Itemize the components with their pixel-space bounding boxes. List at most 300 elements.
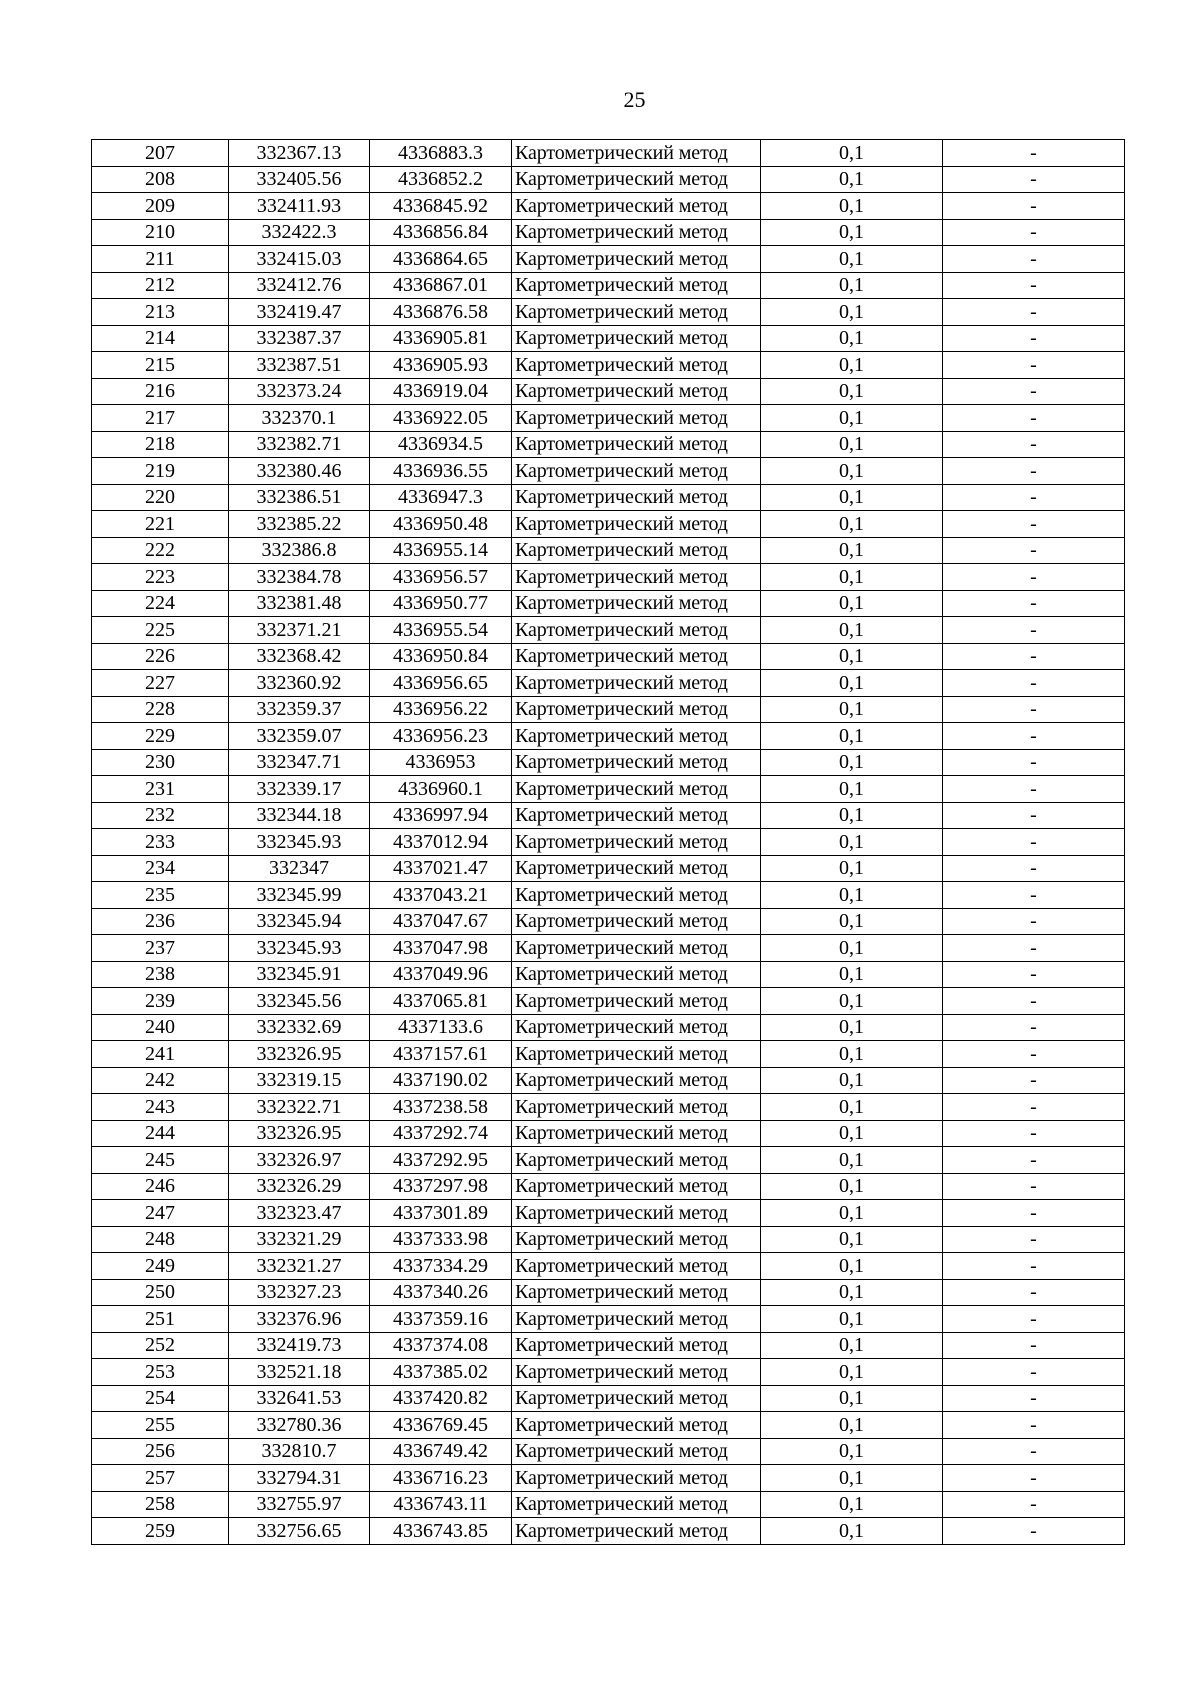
method-cell: Картометрический метод — [512, 1120, 761, 1147]
y-coordinate-cell: 4337238.58 — [370, 1094, 512, 1121]
table-row — [92, 1226, 1125, 1253]
y-coordinate-cell: 4337021.47 — [370, 855, 512, 882]
x-coordinate-cell: 332412.76 — [229, 272, 370, 299]
y-coordinate-cell: 4337333.98 — [370, 1226, 512, 1253]
x-coordinate-cell: 332371.21 — [229, 617, 370, 644]
point-number-cell: 248 — [92, 1226, 229, 1253]
note-cell: - — [943, 1412, 1125, 1439]
note-cell: - — [943, 988, 1125, 1015]
method-cell: Картометрический метод — [512, 1385, 761, 1412]
method-cell: Картометрический метод — [512, 1306, 761, 1333]
table-row — [92, 1306, 1125, 1333]
y-coordinate-cell: 4337065.81 — [370, 988, 512, 1015]
point-number-cell: 217 — [92, 405, 229, 432]
table-row — [92, 935, 1125, 962]
point-number-cell: 232 — [92, 802, 229, 829]
x-coordinate-cell: 332360.92 — [229, 670, 370, 697]
accuracy-cell: 0,1 — [761, 537, 943, 564]
y-coordinate-cell: 4337047.67 — [370, 908, 512, 935]
note-cell: - — [943, 617, 1125, 644]
y-coordinate-cell: 4337420.82 — [370, 1385, 512, 1412]
table-row — [92, 299, 1125, 326]
x-coordinate-cell: 332756.65 — [229, 1518, 370, 1545]
accuracy-cell: 0,1 — [761, 325, 943, 352]
accuracy-cell: 0,1 — [761, 935, 943, 962]
point-number-cell: 208 — [92, 166, 229, 193]
point-number-cell: 236 — [92, 908, 229, 935]
point-number-cell: 256 — [92, 1438, 229, 1465]
point-number-cell: 211 — [92, 246, 229, 273]
accuracy-cell: 0,1 — [761, 1253, 943, 1280]
x-coordinate-cell: 332345.93 — [229, 829, 370, 856]
accuracy-cell: 0,1 — [761, 908, 943, 935]
y-coordinate-cell: 4336845.92 — [370, 193, 512, 220]
note-cell: - — [943, 802, 1125, 829]
accuracy-cell: 0,1 — [761, 1359, 943, 1386]
method-cell: Картометрический метод — [512, 1465, 761, 1492]
point-number-cell: 250 — [92, 1279, 229, 1306]
method-cell: Картометрический метод — [512, 1226, 761, 1253]
accuracy-cell: 0,1 — [761, 219, 943, 246]
accuracy-cell: 0,1 — [761, 1147, 943, 1174]
method-cell: Картометрический метод — [512, 590, 761, 617]
table-row — [92, 405, 1125, 432]
point-number-cell: 210 — [92, 219, 229, 246]
x-coordinate-cell: 332368.42 — [229, 643, 370, 670]
note-cell: - — [943, 1147, 1125, 1174]
table-row — [92, 378, 1125, 405]
accuracy-cell: 0,1 — [761, 193, 943, 220]
point-number-cell: 224 — [92, 590, 229, 617]
accuracy-cell: 0,1 — [761, 1385, 943, 1412]
method-cell: Картометрический метод — [512, 537, 761, 564]
note-cell: - — [943, 855, 1125, 882]
y-coordinate-cell: 4336950.48 — [370, 511, 512, 538]
method-cell: Картометрический метод — [512, 511, 761, 538]
accuracy-cell: 0,1 — [761, 776, 943, 803]
y-coordinate-cell: 4337385.02 — [370, 1359, 512, 1386]
point-number-cell: 215 — [92, 352, 229, 379]
point-number-cell: 241 — [92, 1041, 229, 1068]
method-cell: Картометрический метод — [512, 1412, 761, 1439]
point-number-cell: 242 — [92, 1067, 229, 1094]
accuracy-cell: 0,1 — [761, 1120, 943, 1147]
point-number-cell: 228 — [92, 696, 229, 723]
method-cell: Картометрический метод — [512, 855, 761, 882]
table-row — [92, 1120, 1125, 1147]
table-row — [92, 749, 1125, 776]
method-cell: Картометрический метод — [512, 1173, 761, 1200]
point-number-cell: 231 — [92, 776, 229, 803]
accuracy-cell: 0,1 — [761, 564, 943, 591]
table-row — [92, 537, 1125, 564]
table-row — [92, 272, 1125, 299]
accuracy-cell: 0,1 — [761, 1067, 943, 1094]
method-cell: Картометрический метод — [512, 802, 761, 829]
method-cell: Картометрический метод — [512, 696, 761, 723]
method-cell: Картометрический метод — [512, 352, 761, 379]
method-cell: Картометрический метод — [512, 617, 761, 644]
x-coordinate-cell: 332386.51 — [229, 484, 370, 511]
point-number-cell: 213 — [92, 299, 229, 326]
accuracy-cell: 0,1 — [761, 961, 943, 988]
table-row — [92, 670, 1125, 697]
note-cell: - — [943, 325, 1125, 352]
method-cell: Картометрический метод — [512, 193, 761, 220]
point-number-cell: 221 — [92, 511, 229, 538]
note-cell: - — [943, 696, 1125, 723]
note-cell: - — [943, 458, 1125, 485]
x-coordinate-cell: 332321.29 — [229, 1226, 370, 1253]
point-number-cell: 257 — [92, 1465, 229, 1492]
y-coordinate-cell: 4336936.55 — [370, 458, 512, 485]
note-cell: - — [943, 352, 1125, 379]
point-number-cell: 234 — [92, 855, 229, 882]
x-coordinate-cell: 332323.47 — [229, 1200, 370, 1227]
y-coordinate-cell: 4336743.85 — [370, 1518, 512, 1545]
x-coordinate-cell: 332780.36 — [229, 1412, 370, 1439]
accuracy-cell: 0,1 — [761, 272, 943, 299]
table-row — [92, 219, 1125, 246]
x-coordinate-cell: 332326.95 — [229, 1120, 370, 1147]
y-coordinate-cell: 4337334.29 — [370, 1253, 512, 1280]
table-row — [92, 1332, 1125, 1359]
note-cell: - — [943, 272, 1125, 299]
accuracy-cell: 0,1 — [761, 1279, 943, 1306]
table-row — [92, 1518, 1125, 1545]
y-coordinate-cell: 4336852.2 — [370, 166, 512, 193]
accuracy-cell: 0,1 — [761, 1465, 943, 1492]
table-row — [92, 484, 1125, 511]
table-row — [92, 431, 1125, 458]
note-cell: - — [943, 405, 1125, 432]
accuracy-cell: 0,1 — [761, 882, 943, 909]
method-cell: Картометрический метод — [512, 325, 761, 352]
x-coordinate-cell: 332419.47 — [229, 299, 370, 326]
x-coordinate-cell: 332332.69 — [229, 1014, 370, 1041]
point-number-cell: 238 — [92, 961, 229, 988]
x-coordinate-cell: 332384.78 — [229, 564, 370, 591]
method-cell: Картометрический метод — [512, 935, 761, 962]
method-cell: Картометрический метод — [512, 1491, 761, 1518]
point-number-cell: 246 — [92, 1173, 229, 1200]
accuracy-cell: 0,1 — [761, 670, 943, 697]
y-coordinate-cell: 4337133.6 — [370, 1014, 512, 1041]
table-row — [92, 723, 1125, 750]
table-row — [92, 1491, 1125, 1518]
y-coordinate-cell: 4336864.65 — [370, 246, 512, 273]
method-cell: Картометрический метод — [512, 1438, 761, 1465]
note-cell: - — [943, 590, 1125, 617]
x-coordinate-cell: 332326.29 — [229, 1173, 370, 1200]
method-cell: Картометрический метод — [512, 458, 761, 485]
note-cell: - — [943, 643, 1125, 670]
accuracy-cell: 0,1 — [761, 484, 943, 511]
method-cell: Картометрический метод — [512, 564, 761, 591]
accuracy-cell: 0,1 — [761, 723, 943, 750]
method-cell: Картометрический метод — [512, 908, 761, 935]
accuracy-cell: 0,1 — [761, 988, 943, 1015]
point-number-cell: 225 — [92, 617, 229, 644]
note-cell: - — [943, 670, 1125, 697]
note-cell: - — [943, 1120, 1125, 1147]
y-coordinate-cell: 4336922.05 — [370, 405, 512, 432]
x-coordinate-cell: 332386.8 — [229, 537, 370, 564]
note-cell: - — [943, 1200, 1125, 1227]
table-row — [92, 908, 1125, 935]
table-row — [92, 590, 1125, 617]
point-number-cell: 245 — [92, 1147, 229, 1174]
accuracy-cell: 0,1 — [761, 352, 943, 379]
table-row — [92, 643, 1125, 670]
method-cell: Картометрический метод — [512, 1253, 761, 1280]
y-coordinate-cell: 4336743.11 — [370, 1491, 512, 1518]
accuracy-cell: 0,1 — [761, 299, 943, 326]
table-row — [92, 802, 1125, 829]
point-number-cell: 240 — [92, 1014, 229, 1041]
accuracy-cell: 0,1 — [761, 696, 943, 723]
accuracy-cell: 0,1 — [761, 140, 943, 167]
accuracy-cell: 0,1 — [761, 1412, 943, 1439]
y-coordinate-cell: 4337190.02 — [370, 1067, 512, 1094]
coordinates-table — [91, 139, 1125, 1545]
note-cell: - — [943, 776, 1125, 803]
y-coordinate-cell: 4336955.14 — [370, 537, 512, 564]
point-number-cell: 255 — [92, 1412, 229, 1439]
note-cell: - — [943, 537, 1125, 564]
x-coordinate-cell: 332405.56 — [229, 166, 370, 193]
point-number-cell: 216 — [92, 378, 229, 405]
y-coordinate-cell: 4337359.16 — [370, 1306, 512, 1333]
y-coordinate-cell: 4336947.3 — [370, 484, 512, 511]
note-cell: - — [943, 1518, 1125, 1545]
accuracy-cell: 0,1 — [761, 1200, 943, 1227]
point-number-cell: 223 — [92, 564, 229, 591]
x-coordinate-cell: 332322.71 — [229, 1094, 370, 1121]
point-number-cell: 233 — [92, 829, 229, 856]
note-cell: - — [943, 1306, 1125, 1333]
table-row — [92, 193, 1125, 220]
x-coordinate-cell: 332327.23 — [229, 1279, 370, 1306]
note-cell: - — [943, 193, 1125, 220]
y-coordinate-cell: 4337292.95 — [370, 1147, 512, 1174]
accuracy-cell: 0,1 — [761, 1173, 943, 1200]
x-coordinate-cell: 332810.7 — [229, 1438, 370, 1465]
y-coordinate-cell: 4336955.54 — [370, 617, 512, 644]
method-cell: Картометрический метод — [512, 749, 761, 776]
note-cell: - — [943, 723, 1125, 750]
table-row — [92, 1438, 1125, 1465]
y-coordinate-cell: 4336867.01 — [370, 272, 512, 299]
y-coordinate-cell: 4337049.96 — [370, 961, 512, 988]
y-coordinate-cell: 4336716.23 — [370, 1465, 512, 1492]
accuracy-cell: 0,1 — [761, 166, 943, 193]
method-cell: Картометрический метод — [512, 299, 761, 326]
point-number-cell: 209 — [92, 193, 229, 220]
method-cell: Картометрический метод — [512, 431, 761, 458]
method-cell: Картометрический метод — [512, 378, 761, 405]
method-cell: Картометрический метод — [512, 1041, 761, 1068]
note-cell: - — [943, 1438, 1125, 1465]
method-cell: Картометрический метод — [512, 272, 761, 299]
accuracy-cell: 0,1 — [761, 1306, 943, 1333]
table-row — [92, 1465, 1125, 1492]
point-number-cell: 247 — [92, 1200, 229, 1227]
method-cell: Картометрический метод — [512, 166, 761, 193]
method-cell: Картометрический метод — [512, 988, 761, 1015]
accuracy-cell: 0,1 — [761, 617, 943, 644]
point-number-cell: 243 — [92, 1094, 229, 1121]
table-row — [92, 564, 1125, 591]
point-number-cell: 259 — [92, 1518, 229, 1545]
method-cell: Картометрический метод — [512, 484, 761, 511]
note-cell: - — [943, 1279, 1125, 1306]
note-cell: - — [943, 908, 1125, 935]
y-coordinate-cell: 4336953 — [370, 749, 512, 776]
table-row — [92, 696, 1125, 723]
x-coordinate-cell: 332345.56 — [229, 988, 370, 1015]
note-cell: - — [943, 1359, 1125, 1386]
point-number-cell: 230 — [92, 749, 229, 776]
note-cell: - — [943, 484, 1125, 511]
note-cell: - — [943, 564, 1125, 591]
x-coordinate-cell: 332339.17 — [229, 776, 370, 803]
point-number-cell: 229 — [92, 723, 229, 750]
accuracy-cell: 0,1 — [761, 1518, 943, 1545]
y-coordinate-cell: 4337157.61 — [370, 1041, 512, 1068]
table-row — [92, 166, 1125, 193]
accuracy-cell: 0,1 — [761, 1094, 943, 1121]
x-coordinate-cell: 332419.73 — [229, 1332, 370, 1359]
point-number-cell: 218 — [92, 431, 229, 458]
y-coordinate-cell: 4336956.22 — [370, 696, 512, 723]
point-number-cell: 252 — [92, 1332, 229, 1359]
point-number-cell: 220 — [92, 484, 229, 511]
method-cell: Картометрический метод — [512, 829, 761, 856]
table-row — [92, 1385, 1125, 1412]
table-row — [92, 140, 1125, 167]
y-coordinate-cell: 4336956.57 — [370, 564, 512, 591]
note-cell: - — [943, 829, 1125, 856]
note-cell: - — [943, 1094, 1125, 1121]
table-row — [92, 1359, 1125, 1386]
x-coordinate-cell: 332411.93 — [229, 193, 370, 220]
method-cell: Картометрический метод — [512, 1332, 761, 1359]
accuracy-cell: 0,1 — [761, 855, 943, 882]
method-cell: Картометрический метод — [512, 1279, 761, 1306]
accuracy-cell: 0,1 — [761, 1438, 943, 1465]
accuracy-cell: 0,1 — [761, 1332, 943, 1359]
point-number-cell: 207 — [92, 140, 229, 167]
x-coordinate-cell: 332359.07 — [229, 723, 370, 750]
y-coordinate-cell: 4337297.98 — [370, 1173, 512, 1200]
method-cell: Картометрический метод — [512, 246, 761, 273]
accuracy-cell: 0,1 — [761, 802, 943, 829]
y-coordinate-cell: 4336956.23 — [370, 723, 512, 750]
y-coordinate-cell: 4336749.42 — [370, 1438, 512, 1465]
table-row — [92, 882, 1125, 909]
x-coordinate-cell: 332376.96 — [229, 1306, 370, 1333]
x-coordinate-cell: 332367.13 — [229, 140, 370, 167]
table-row — [92, 776, 1125, 803]
note-cell: - — [943, 246, 1125, 273]
point-number-cell: 254 — [92, 1385, 229, 1412]
x-coordinate-cell: 332345.93 — [229, 935, 370, 962]
note-cell: - — [943, 1491, 1125, 1518]
accuracy-cell: 0,1 — [761, 643, 943, 670]
note-cell: - — [943, 166, 1125, 193]
note-cell: - — [943, 140, 1125, 167]
x-coordinate-cell: 332381.48 — [229, 590, 370, 617]
x-coordinate-cell: 332345.94 — [229, 908, 370, 935]
table-row — [92, 325, 1125, 352]
x-coordinate-cell: 332422.3 — [229, 219, 370, 246]
method-cell: Картометрический метод — [512, 140, 761, 167]
y-coordinate-cell: 4336876.58 — [370, 299, 512, 326]
note-cell: - — [943, 1173, 1125, 1200]
x-coordinate-cell: 332380.46 — [229, 458, 370, 485]
y-coordinate-cell: 4336883.3 — [370, 140, 512, 167]
y-coordinate-cell: 4336950.84 — [370, 643, 512, 670]
method-cell: Картометрический метод — [512, 1359, 761, 1386]
y-coordinate-cell: 4337012.94 — [370, 829, 512, 856]
accuracy-cell: 0,1 — [761, 1041, 943, 1068]
note-cell: - — [943, 1067, 1125, 1094]
y-coordinate-cell: 4336905.81 — [370, 325, 512, 352]
method-cell: Картометрический метод — [512, 1147, 761, 1174]
method-cell: Картометрический метод — [512, 723, 761, 750]
page-number: 25 — [623, 87, 646, 112]
point-number-cell: 251 — [92, 1306, 229, 1333]
y-coordinate-cell: 4337340.26 — [370, 1279, 512, 1306]
note-cell: - — [943, 935, 1125, 962]
note-cell: - — [943, 961, 1125, 988]
note-cell: - — [943, 378, 1125, 405]
x-coordinate-cell: 332641.53 — [229, 1385, 370, 1412]
x-coordinate-cell: 332387.37 — [229, 325, 370, 352]
point-number-cell: 222 — [92, 537, 229, 564]
method-cell: Картометрический метод — [512, 1518, 761, 1545]
x-coordinate-cell: 332521.18 — [229, 1359, 370, 1386]
point-number-cell: 235 — [92, 882, 229, 909]
x-coordinate-cell: 332385.22 — [229, 511, 370, 538]
y-coordinate-cell: 4337374.08 — [370, 1332, 512, 1359]
note-cell: - — [943, 219, 1125, 246]
table-row — [92, 617, 1125, 644]
note-cell: - — [943, 882, 1125, 909]
method-cell: Картометрический метод — [512, 776, 761, 803]
note-cell: - — [943, 749, 1125, 776]
accuracy-cell: 0,1 — [761, 829, 943, 856]
accuracy-cell: 0,1 — [761, 378, 943, 405]
y-coordinate-cell: 4337043.21 — [370, 882, 512, 909]
method-cell: Картометрический метод — [512, 219, 761, 246]
y-coordinate-cell: 4336950.77 — [370, 590, 512, 617]
y-coordinate-cell: 4336856.84 — [370, 219, 512, 246]
y-coordinate-cell: 4336905.93 — [370, 352, 512, 379]
table-row — [92, 1253, 1125, 1280]
x-coordinate-cell: 332344.18 — [229, 802, 370, 829]
table-row — [92, 1200, 1125, 1227]
x-coordinate-cell: 332387.51 — [229, 352, 370, 379]
point-number-cell: 227 — [92, 670, 229, 697]
accuracy-cell: 0,1 — [761, 1226, 943, 1253]
point-number-cell: 219 — [92, 458, 229, 485]
x-coordinate-cell: 332794.31 — [229, 1465, 370, 1492]
note-cell: - — [943, 1041, 1125, 1068]
table-row — [92, 1412, 1125, 1439]
x-coordinate-cell: 332347 — [229, 855, 370, 882]
